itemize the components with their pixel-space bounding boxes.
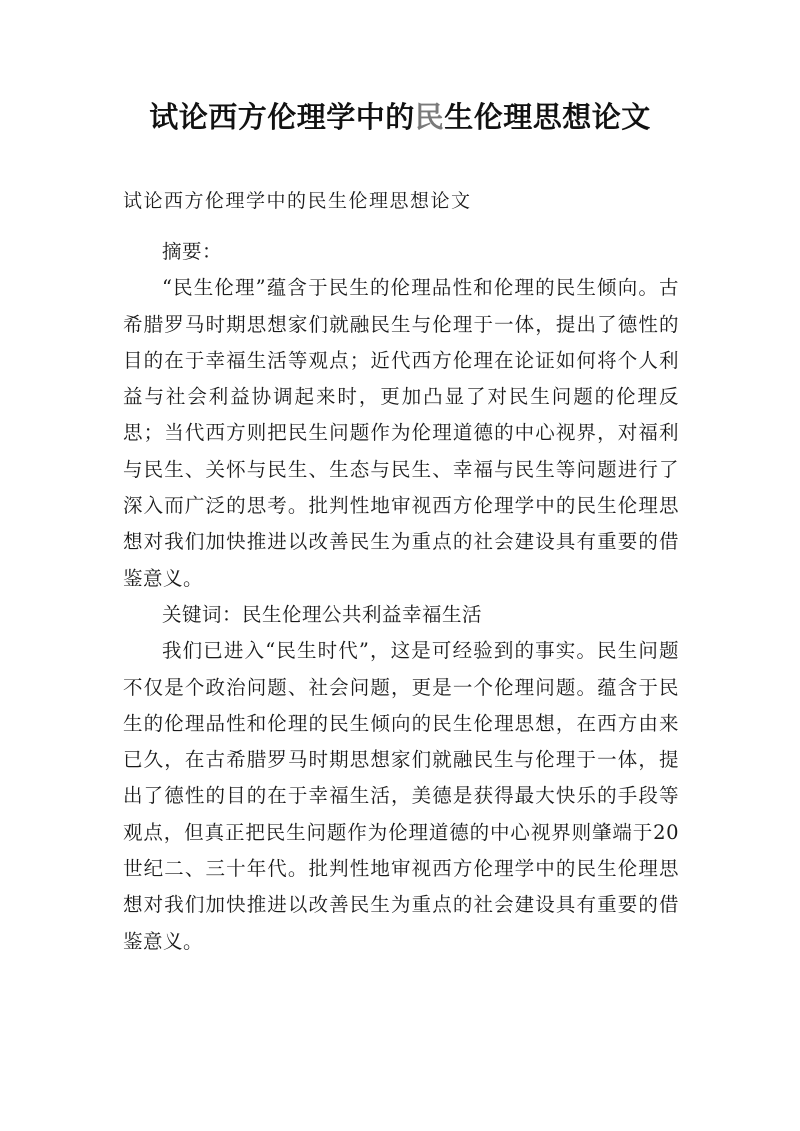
title-text-start: 试论西方伦理学中的	[149, 100, 415, 134]
document-subtitle: 试论西方伦理学中的民生伦理思想论文	[123, 190, 472, 212]
abstract-paragraph: “民生伦理”蕴含于民生的伦理品性和伦理的民生倾向。古希腊罗马时期思想家们就融民生与伦理于一体，提出了德性的目的在于幸福生活等观点；近代西方伦理在论证如何将个人利益与社会利益协调起来时，更加凸显了对民生问题的伦理反思；当代西方则把民生问题作为伦理道德的中心视界，对福利与民生、关怀与民生、生态与民生、幸福与民生等问题进行了深入而广泛的思考。批判性地审视西方伦理学中的民生伦理思想对我们加快推进以改善民生为重点的社会建设具有重要的借鉴意义。	[123, 276, 679, 590]
title-text-end: 生伦理思想论文	[444, 100, 651, 134]
abstract-label: 摘要：	[162, 240, 223, 263]
title-highlighted-char: 民	[414, 100, 445, 134]
body-paragraph: 我们已进入“民生时代”，这是可经验到的事实。民生问题不仅是个政治问题、社会问题，更是一个伦理问题。蕴含于民生的伦理品性和伦理的民生倾向的民生伦理思想，在西方由来已久，在古希腊罗马时期思想家们就融民生与伦理于一体，提出了德性的目的在于幸福生活，美德是获得最大快乐的手段等观点，但真正把民生问题作为伦理道德的中心视界则肇端于20世纪二、三十年代。批判性地审视西方伦理学中的民生伦理思想对我们加快推进以改善民生为重点的社会建设具有重要的借鉴意义。	[123, 639, 679, 953]
document-title	[0, 97, 800, 137]
document-body	[123, 234, 679, 960]
keywords-line: 关键词：民生伦理公共利益幸福生活	[162, 602, 483, 626]
